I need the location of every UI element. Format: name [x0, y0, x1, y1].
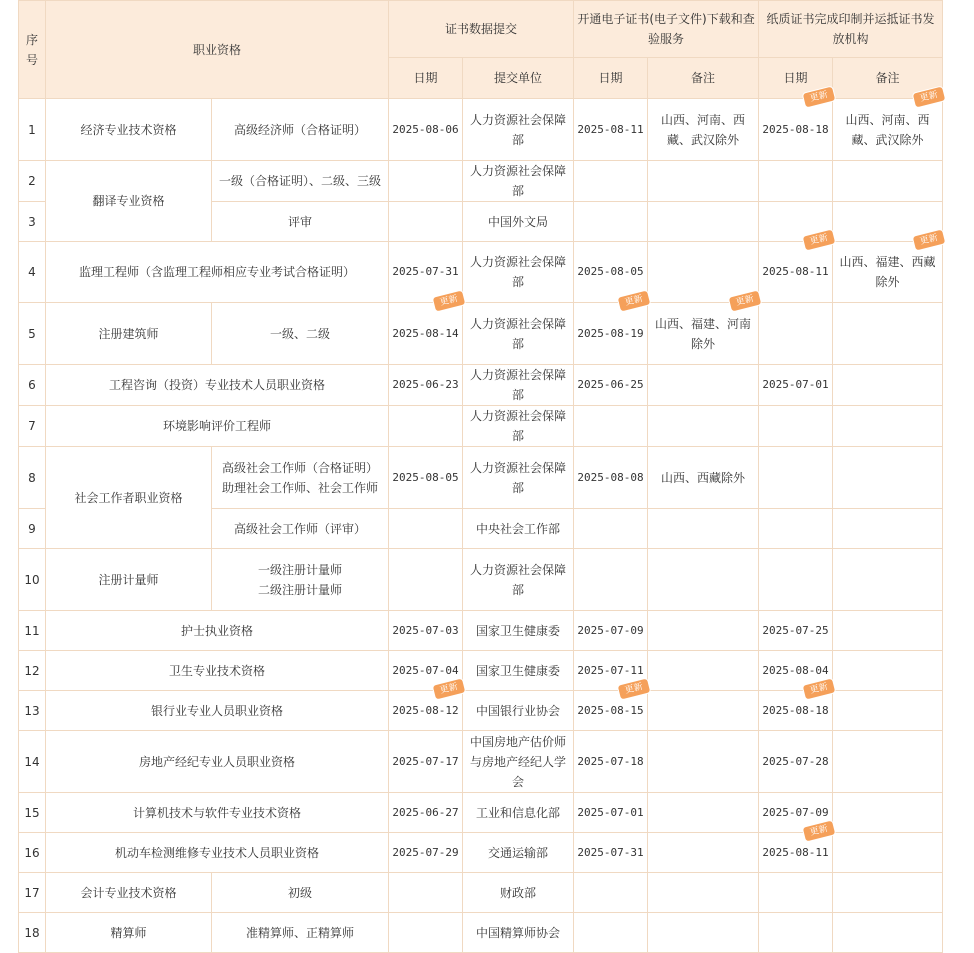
qualification-name: 注册计量师	[46, 549, 212, 611]
row-number: 1	[19, 99, 46, 161]
paper-remark	[833, 406, 943, 447]
paper-date	[759, 549, 833, 611]
row-number: 4	[19, 242, 46, 303]
header-paper-date: 日期	[759, 58, 833, 99]
paper-remark	[833, 873, 943, 913]
row-number: 12	[19, 651, 46, 691]
submit-date-cell	[389, 681, 463, 731]
ecert-date	[574, 509, 648, 549]
paper-date: 2025-07-25	[759, 611, 833, 651]
paper-date-cell	[759, 232, 833, 303]
table-row	[19, 873, 943, 913]
header-submit-date: 日期	[389, 58, 463, 99]
ecert-date: 2025-07-09	[574, 611, 648, 651]
ecert-date: 2025-08-08	[574, 447, 648, 509]
table-row	[19, 913, 943, 953]
paper-remark-cell	[833, 89, 943, 161]
paper-remark	[833, 447, 943, 509]
ecert-remark	[648, 365, 759, 406]
paper-date	[759, 406, 833, 447]
submit-date: 2025-07-03	[389, 611, 463, 651]
update-badge: 更新	[803, 679, 835, 700]
submit-date	[389, 406, 463, 447]
ecert-remark: 山西、河南、西藏、武汉除外	[648, 99, 759, 161]
submit-unit: 人力资源社会保障部	[463, 447, 574, 509]
submit-unit: 工业和信息化部	[463, 793, 574, 833]
submit-unit: 中国银行业协会	[463, 691, 574, 731]
paper-date: 2025-07-01	[759, 365, 833, 406]
table-row	[19, 242, 943, 303]
ecert-remark	[648, 873, 759, 913]
row-number: 7	[19, 406, 46, 447]
qualification-level: 准精算师、正精算师	[212, 913, 389, 953]
submit-unit: 财政部	[463, 873, 574, 913]
ecert-date: 2025-07-31	[574, 833, 648, 873]
qualification-name: 注册建筑师	[46, 303, 212, 365]
qualification-name: 经济专业技术资格	[46, 99, 212, 161]
qualification-level-line: 一级注册计量师	[258, 562, 343, 577]
ecert-date: 2025-07-18	[574, 731, 648, 793]
ecert-date	[574, 913, 648, 953]
qualification-level: 高级社会工作师（评审）	[212, 509, 389, 549]
row-number: 3	[19, 202, 46, 242]
row-number: 16	[19, 833, 46, 873]
submit-unit: 中国精算师协会	[463, 913, 574, 953]
paper-remark	[833, 549, 943, 611]
ecert-remark	[648, 691, 759, 731]
table-row	[19, 611, 943, 651]
table-row	[19, 833, 943, 873]
submit-unit: 中国外文局	[463, 202, 574, 242]
ecert-remark	[648, 202, 759, 242]
ecert-date	[574, 873, 648, 913]
ecert-remark	[648, 161, 759, 202]
qualification-name: 精算师	[46, 913, 212, 953]
ecert-remark	[648, 406, 759, 447]
ecert-date-cell	[574, 293, 648, 365]
submit-unit: 人力资源社会保障部	[463, 406, 574, 447]
submit-date: 2025-08-14	[392, 326, 459, 340]
paper-date-cell	[759, 823, 833, 873]
paper-remark	[833, 161, 943, 202]
row-number: 6	[19, 365, 46, 406]
table-row	[19, 549, 943, 611]
ecert-remark	[648, 611, 759, 651]
row-number: 18	[19, 913, 46, 953]
submit-unit: 交通运输部	[463, 833, 574, 873]
qualification-name: 房地产经纪专业人员职业资格	[46, 731, 389, 793]
ecert-remark	[648, 549, 759, 611]
header-qualification: 职业资格	[46, 1, 389, 99]
submit-unit: 人力资源社会保障部	[463, 99, 574, 161]
row-number: 5	[19, 303, 46, 365]
submit-date: 2025-07-29	[389, 833, 463, 873]
table-row	[19, 303, 943, 365]
qualification-name: 环境影响评价工程师	[46, 406, 389, 447]
header-seq: 序号	[19, 1, 46, 99]
update-badge: 更新	[803, 87, 835, 108]
submit-date	[389, 161, 463, 202]
qualification-level: 初级	[212, 873, 389, 913]
qualification-name: 护士执业资格	[46, 611, 389, 651]
submit-date: 2025-06-27	[389, 793, 463, 833]
ecert-remark: 山西、福建、河南除外	[655, 316, 752, 351]
submit-date: 2025-06-23	[389, 365, 463, 406]
paper-remark: 山西、福建、西藏除外	[839, 255, 936, 289]
paper-date: 2025-08-18	[762, 122, 829, 136]
qualification-name: 机动车检测维修专业技术人员职业资格	[46, 833, 389, 873]
qualification-level: 评审	[212, 202, 389, 242]
qualification-name: 翻译专业资格	[46, 161, 212, 242]
paper-remark	[833, 691, 943, 731]
table-row	[19, 406, 943, 447]
update-badge: 更新	[913, 87, 945, 108]
update-badge: 更新	[913, 230, 945, 251]
ecert-date: 2025-07-11	[574, 651, 648, 691]
submit-date: 2025-08-05	[389, 447, 463, 509]
row-number: 8	[19, 447, 46, 509]
paper-remark	[833, 833, 943, 873]
header-submit-unit: 提交单位	[463, 58, 574, 99]
header-paper-remark: 备注	[833, 58, 943, 99]
qualification-level-line: 二级注册计量师	[258, 582, 343, 597]
submit-date: 2025-08-06	[389, 99, 463, 161]
submit-date: 2025-07-04	[389, 651, 463, 691]
ecert-date	[574, 406, 648, 447]
submit-date	[389, 202, 463, 242]
paper-date	[759, 447, 833, 509]
update-badge: 更新	[618, 679, 650, 700]
certificate-schedule-table	[18, 0, 943, 953]
paper-date-cell	[759, 681, 833, 731]
paper-remark: 山西、河南、西藏、武汉除外	[845, 112, 930, 147]
paper-date: 2025-08-11	[762, 265, 829, 278]
ecert-remark	[648, 731, 759, 793]
paper-date	[759, 913, 833, 953]
submit-unit: 人力资源社会保障部	[463, 365, 574, 406]
paper-remark	[833, 731, 943, 793]
table-header	[19, 1, 943, 99]
submit-unit: 中国房地产估价师与房地产经纪人学会	[463, 731, 574, 793]
header-paper-group: 纸质证书完成印制并运抵证书发放机构	[759, 1, 943, 58]
paper-date: 2025-07-28	[759, 731, 833, 793]
row-number: 15	[19, 793, 46, 833]
qualification-name: 工程咨询（投资）专业技术人员职业资格	[46, 365, 389, 406]
table-row	[19, 731, 943, 793]
paper-remark	[833, 303, 943, 365]
submit-date	[389, 549, 463, 611]
submit-date	[389, 873, 463, 913]
update-badge: 更新	[433, 679, 465, 700]
paper-remark	[833, 365, 943, 406]
header-ecert-remark: 备注	[648, 58, 759, 99]
row-number: 10	[19, 549, 46, 611]
ecert-remark	[648, 509, 759, 549]
update-badge: 更新	[433, 291, 465, 312]
paper-date: 2025-07-09	[759, 793, 833, 833]
submit-date	[389, 913, 463, 953]
ecert-remark	[648, 793, 759, 833]
qualification-name: 会计专业技术资格	[46, 873, 212, 913]
ecert-date	[574, 202, 648, 242]
qualification-level	[212, 549, 389, 611]
ecert-date: 2025-08-15	[577, 703, 644, 717]
row-number: 11	[19, 611, 46, 651]
submit-unit: 人力资源社会保障部	[463, 303, 574, 365]
row-number: 13	[19, 691, 46, 731]
paper-remark	[833, 793, 943, 833]
table-row	[19, 365, 943, 406]
header-submit-group: 证书数据提交	[389, 1, 574, 58]
qualification-level-line: 高级社会工作师（合格证明）	[222, 460, 379, 475]
ecert-date	[574, 549, 648, 611]
paper-remark-cell	[833, 232, 943, 303]
table-row	[19, 447, 943, 509]
ecert-date	[574, 161, 648, 202]
submit-unit: 国家卫生健康委	[463, 611, 574, 651]
ecert-remark	[648, 651, 759, 691]
paper-date	[759, 303, 833, 365]
row-number: 9	[19, 509, 46, 549]
table-row	[19, 691, 943, 731]
submit-unit: 人力资源社会保障部	[463, 549, 574, 611]
paper-date	[759, 509, 833, 549]
paper-date-cell	[759, 89, 833, 161]
submit-date: 2025-08-12	[392, 703, 459, 717]
row-number: 2	[19, 161, 46, 202]
header-ecert-date: 日期	[574, 58, 648, 99]
update-badge: 更新	[729, 291, 761, 312]
update-badge: 更新	[803, 821, 835, 842]
ecert-remark	[648, 913, 759, 953]
submit-unit: 人力资源社会保障部	[463, 161, 574, 202]
qualification-level: 高级经济师（合格证明）	[212, 99, 389, 161]
qualification-name: 卫生专业技术资格	[46, 651, 389, 691]
qualification-name: 监理工程师（含监理工程师相应专业考试合格证明）	[46, 242, 389, 303]
table-row	[19, 99, 943, 161]
ecert-date: 2025-08-19	[577, 326, 644, 340]
qualification-name: 社会工作者职业资格	[46, 447, 212, 549]
ecert-date: 2025-08-11	[574, 99, 648, 161]
qualification-name: 银行业专业人员职业资格	[46, 691, 389, 731]
paper-remark	[833, 509, 943, 549]
paper-date: 2025-08-18	[762, 703, 829, 717]
qualification-level-line: 助理社会工作师、社会工作师	[222, 480, 379, 495]
row-number: 14	[19, 731, 46, 793]
ecert-date-cell	[574, 681, 648, 731]
paper-date	[759, 873, 833, 913]
header-ecert-group: 开通电子证书(电子文件)下载和查验服务	[574, 1, 759, 58]
paper-date	[759, 161, 833, 202]
submit-unit: 人力资源社会保障部	[463, 242, 574, 303]
submit-date	[389, 509, 463, 549]
row-number: 17	[19, 873, 46, 913]
submit-date: 2025-07-31	[389, 242, 463, 303]
qualification-level: 一级、二级	[212, 303, 389, 365]
submit-unit: 国家卫生健康委	[463, 651, 574, 691]
ecert-remark	[648, 833, 759, 873]
paper-date: 2025-08-11	[762, 845, 829, 859]
submit-date: 2025-07-17	[389, 731, 463, 793]
qualification-level	[212, 447, 389, 509]
submit-date-cell	[389, 293, 463, 365]
qualification-level: 一级（合格证明）、二级、三级	[212, 161, 389, 202]
paper-remark	[833, 913, 943, 953]
update-badge: 更新	[803, 230, 835, 251]
ecert-date: 2025-07-01	[574, 793, 648, 833]
qualification-name: 计算机技术与软件专业技术资格	[46, 793, 389, 833]
paper-remark	[833, 651, 943, 691]
paper-remark	[833, 611, 943, 651]
paper-date: 2025-08-04	[759, 651, 833, 691]
update-badge: 更新	[618, 291, 650, 312]
ecert-remark: 山西、西藏除外	[648, 447, 759, 509]
submit-unit: 中央社会工作部	[463, 509, 574, 549]
ecert-remark-cell	[648, 293, 759, 365]
ecert-date: 2025-08-05	[574, 242, 648, 303]
ecert-date: 2025-06-25	[574, 365, 648, 406]
table-row	[19, 161, 943, 202]
